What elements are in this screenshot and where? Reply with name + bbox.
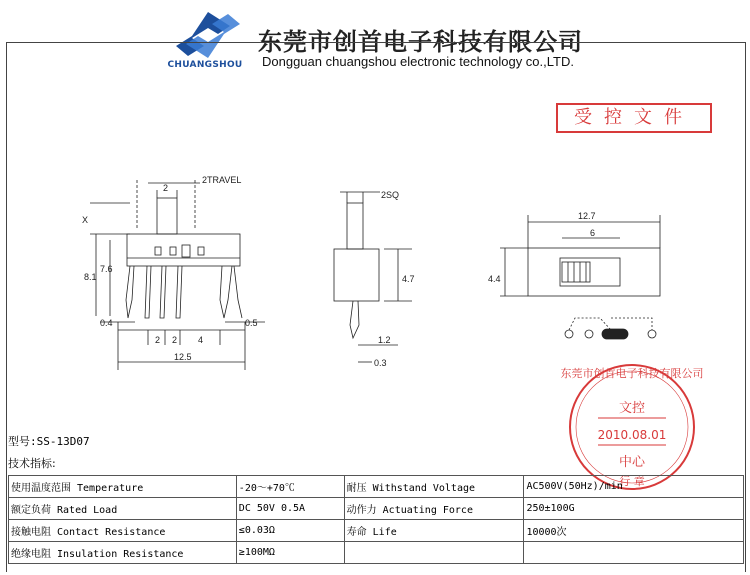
front-pitch-3: 4 — [198, 335, 204, 345]
specs-table — [8, 475, 744, 564]
spec-cell — [524, 542, 744, 564]
company-seal — [570, 365, 694, 489]
top-height: 4.4 — [488, 274, 501, 284]
spec-cell: -20～+70℃ — [236, 476, 344, 498]
seal-date: 2010.08.01 — [597, 428, 667, 442]
seal-ring-text: 东莞市创首电子科技有限公司 — [560, 367, 704, 380]
side-pin-2: 0.3 — [374, 358, 387, 368]
top-width-12-7: 12.7 — [578, 211, 596, 221]
spec-cell: 耐压 Withstand Voltage — [344, 476, 524, 498]
logo-text: CHUANGSHOU — [167, 60, 243, 70]
side-height: 4.7 — [402, 274, 415, 284]
table-row — [9, 520, 744, 542]
table-row — [9, 542, 744, 564]
seal-bottom-text: 行 章 — [619, 475, 645, 488]
spec-cell: DC 50V 0.5A — [236, 498, 344, 520]
top-view — [500, 215, 660, 339]
front-pin-width: 0.4 — [100, 318, 113, 328]
spec-cell: ≤0.03Ω — [236, 520, 344, 542]
table-row — [9, 498, 744, 520]
front-travel-label: 2TRAVEL — [202, 175, 242, 185]
seal-line-2: 中心 — [618, 455, 646, 470]
spec-cell: 额定负荷 Rated Load — [9, 498, 237, 520]
side-pin-1: 1.2 — [378, 335, 391, 345]
spec-cell: 寿命 Life — [344, 520, 524, 542]
spec-cell: 使用温度范围 Temperature — [9, 476, 237, 498]
top-width-6: 6 — [590, 228, 596, 238]
front-pin-thickness: 0.5 — [245, 318, 258, 328]
spec-cell: ≥100MΩ — [236, 542, 344, 564]
spec-cell: 10000次 — [524, 520, 744, 542]
side-view — [334, 192, 412, 362]
spec-cell: 动作力 Actuating Force — [344, 498, 524, 520]
model-number: 型号:SS-13D07 — [8, 435, 90, 448]
spec-cell: AC500V(50Hz)/min — [524, 476, 744, 498]
front-view — [90, 180, 265, 370]
front-pitch-1: 2 — [155, 335, 161, 345]
spec-cell: 绝缘电阻 Insulation Resistance — [9, 542, 237, 564]
front-pitch-2: 2 — [172, 335, 178, 345]
front-height-7-6: 7.6 — [100, 264, 113, 274]
company-name-cn: 东莞市创首电子科技有限公司 — [258, 28, 583, 56]
front-x-label: X — [82, 215, 89, 225]
spec-cell: 接触电阻 Contact Resistance — [9, 520, 237, 542]
side-sq-label: 2SQ — [381, 190, 400, 200]
spec-cell: 250±100G — [524, 498, 744, 520]
front-width: 12.5 — [174, 352, 192, 362]
front-top-dim: 2 — [163, 183, 169, 193]
specs-title: 技术指标: — [8, 457, 56, 470]
seal-line-1: 文控 — [618, 401, 646, 416]
company-name-en: Dongguan chuangshou electronic technology co.,LTD. — [262, 54, 574, 69]
table-row — [9, 476, 744, 498]
controlled-document-stamp: 受控文件 — [556, 103, 712, 133]
front-height-8-1: 8.1 — [84, 272, 97, 282]
spec-cell — [344, 542, 524, 564]
